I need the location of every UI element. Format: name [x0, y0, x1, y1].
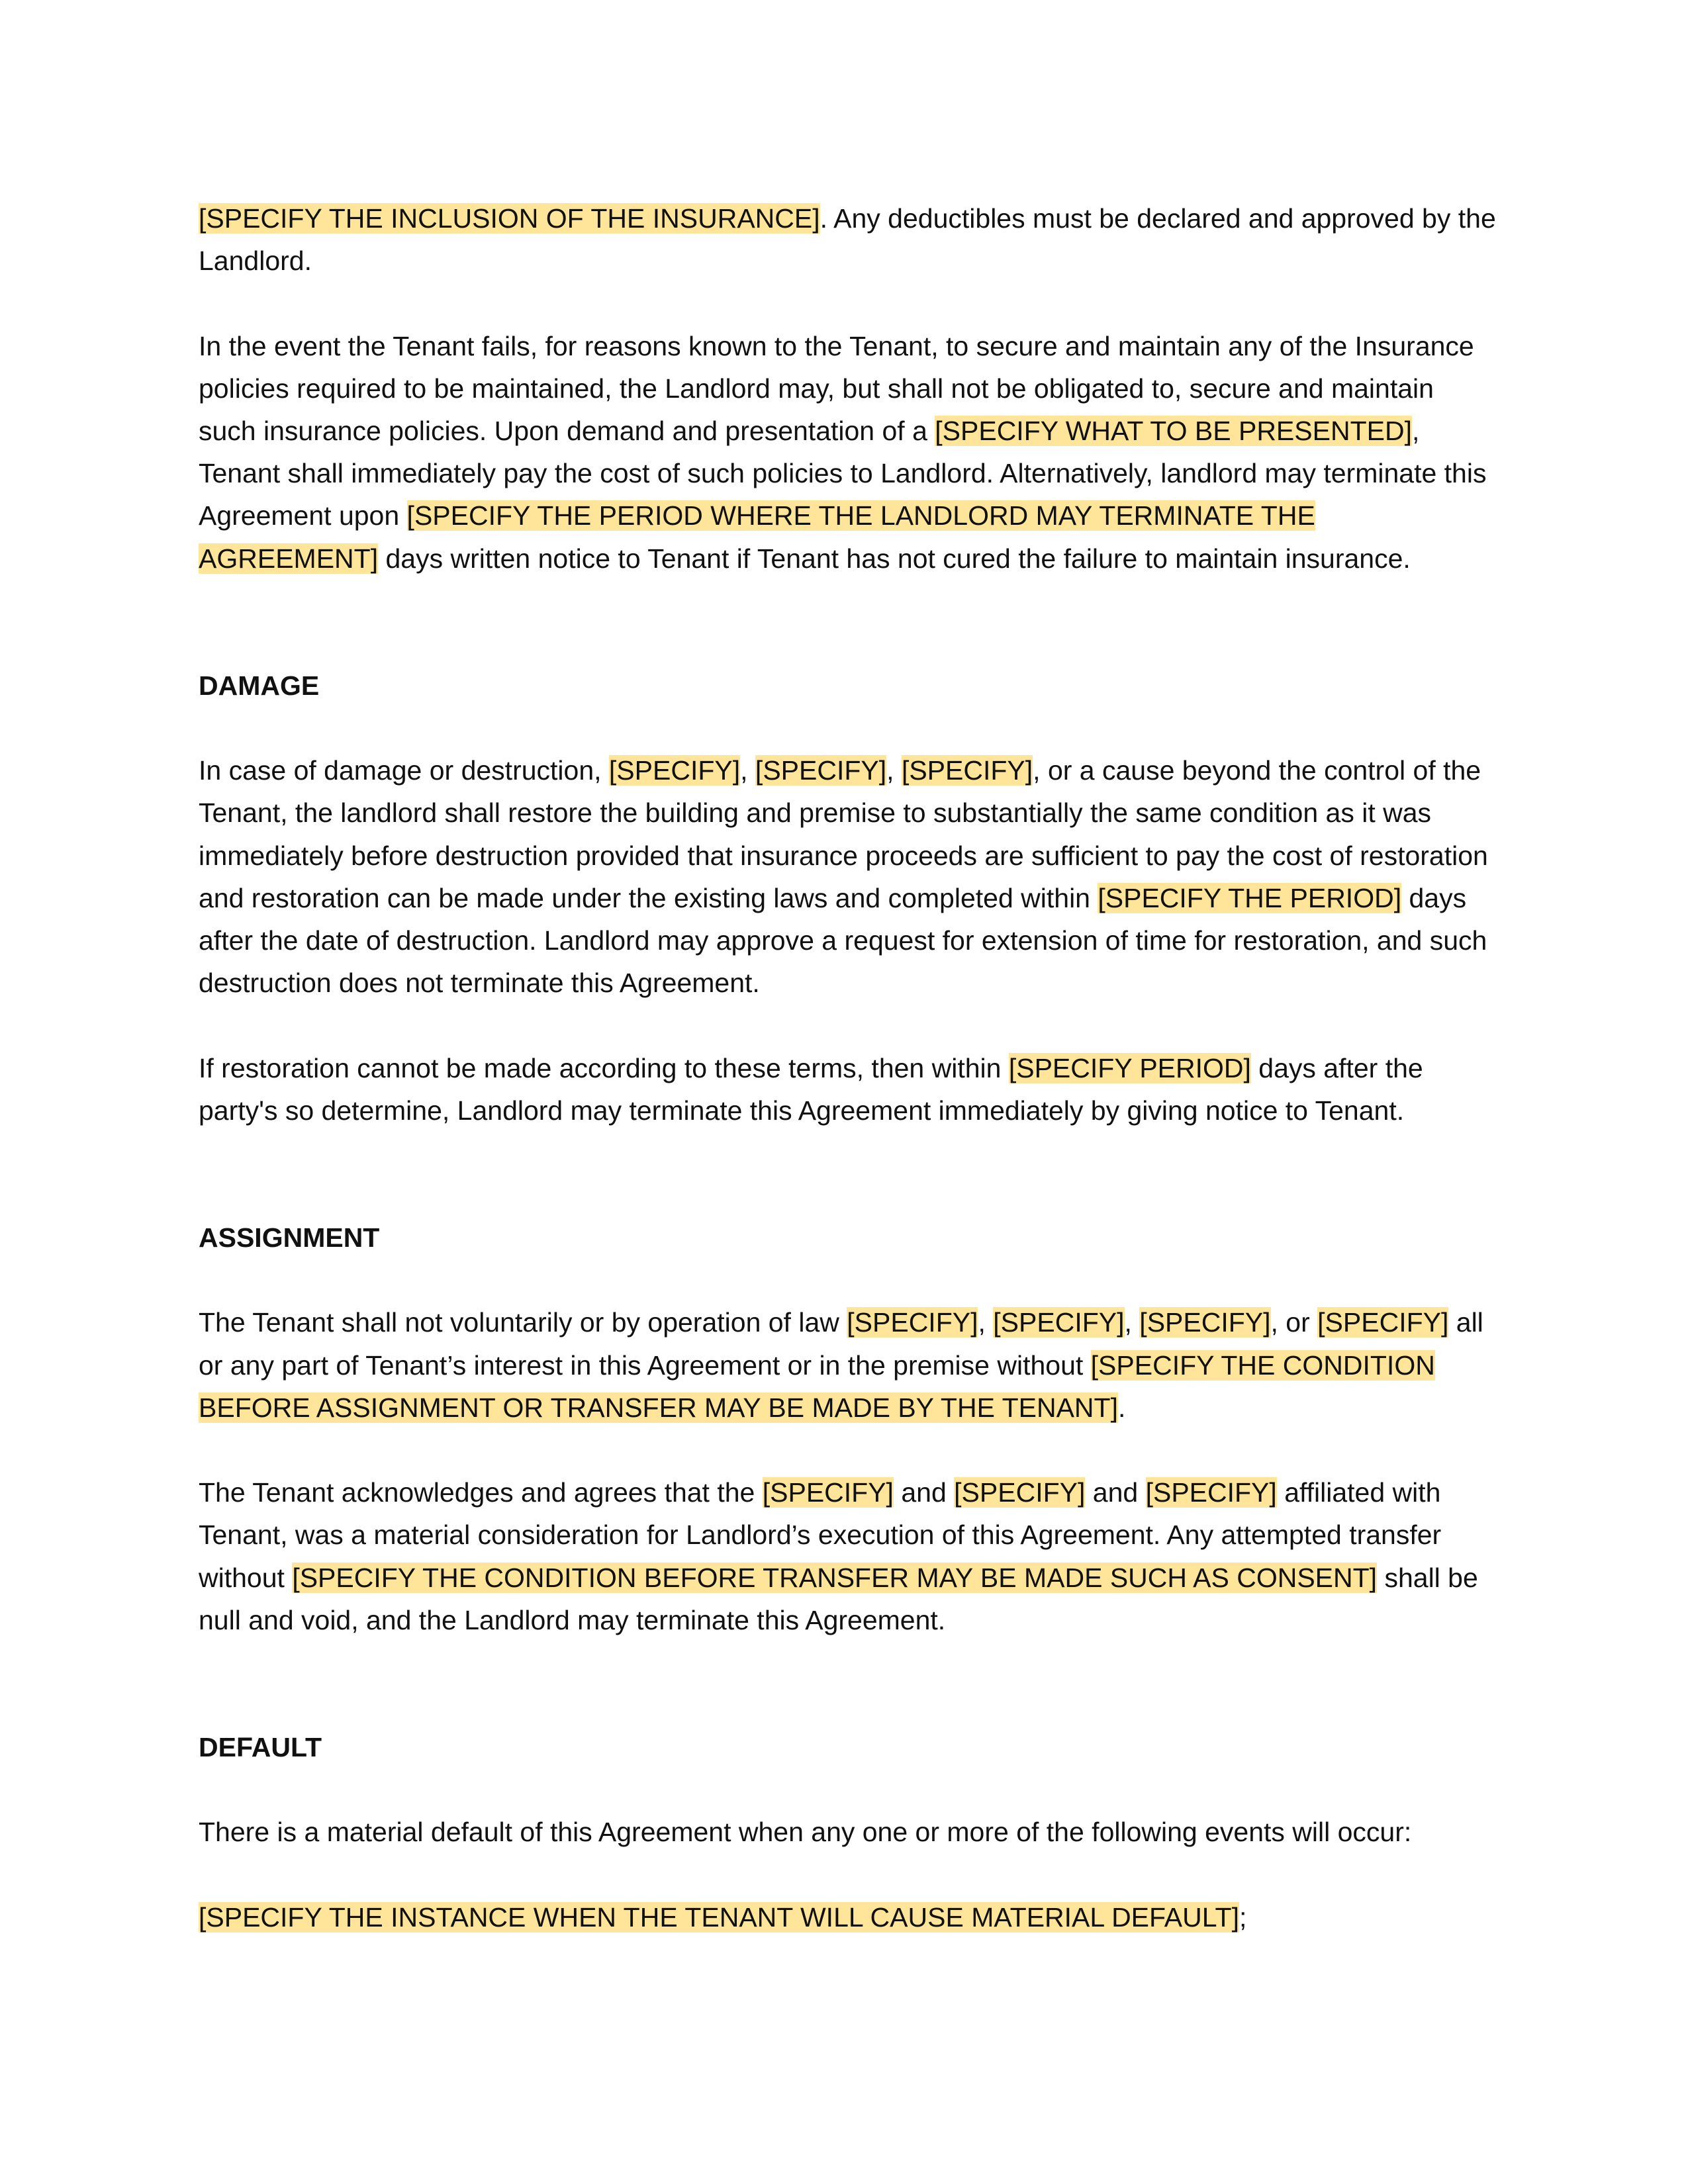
default-paragraph-2	[199, 1896, 1496, 1938]
document-body	[199, 197, 1496, 1938]
spacer	[199, 1132, 1496, 1216]
paragraph-text: ,	[740, 755, 755, 786]
paragraph-text: and	[893, 1477, 955, 1508]
placeholder-specify: [SPECIFY]	[954, 1477, 1086, 1508]
paragraph-text: all or any part of Tenant’s interest in this Agreement or in the premise without	[199, 1307, 1483, 1381]
placeholder-specify: [SPECIFY]	[1317, 1307, 1449, 1338]
section-heading-default: DEFAULT	[199, 1732, 322, 1763]
paragraph-text: and	[1085, 1477, 1146, 1508]
placeholder-specify: [SPECIFY]	[608, 755, 741, 786]
placeholder-specify: [SPECIFY]	[847, 1307, 978, 1338]
default-paragraph-1	[199, 1811, 1496, 1853]
placeholder-specify: [SPECIFY]	[762, 1477, 894, 1508]
damage-paragraph-2	[199, 1047, 1496, 1132]
damage-paragraph-1	[199, 749, 1496, 1004]
paragraph-text: , Tenant shall immediately pay the cost of such policies to Landlord. Alternatively, landlord may terminate this Agreement upon	[199, 416, 1487, 531]
placeholder-default-instance: [SPECIFY THE INSTANCE WHEN THE TENANT WILL CAUSE MATERIAL DEFAULT]	[199, 1901, 1239, 1933]
placeholder-termination-period: [SPECIFY THE PERIOD WHERE THE LANDLORD MAY TERMINATE THE AGREEMENT]	[199, 500, 1315, 574]
spacer	[199, 282, 1496, 324]
paragraph-text: The Tenant shall not voluntarily or by operation of law	[199, 1307, 847, 1338]
placeholder-specify: [SPECIFY]	[755, 755, 887, 786]
paragraph-text: days after the party's so determine, Landlord may terminate this Agreement immediately by giving notice to Tenant.	[199, 1052, 1423, 1126]
spacer	[199, 1854, 1496, 1896]
paragraph-text: .	[1117, 1392, 1126, 1423]
paragraph-text: days written notice to Tenant if Tenant has not cured the failure to maintain insurance.	[378, 543, 1411, 574]
section-heading-assignment: ASSIGNMENT	[199, 1222, 380, 1253]
paragraph-text: . Any deductibles must be declared and approved by the Landlord.	[199, 203, 1496, 277]
paragraph-text: shall be null and void, and the Landlord may terminate this Agreement.	[199, 1562, 1478, 1635]
assignment-paragraph-1	[199, 1301, 1496, 1429]
spacer	[199, 707, 1496, 749]
placeholder-specify: [SPECIFY]	[1145, 1477, 1277, 1508]
paragraph-text: ,	[886, 755, 902, 786]
placeholder-restoration-period: [SPECIFY THE PERIOD]	[1098, 882, 1402, 913]
placeholder-specify: [SPECIFY]	[993, 1307, 1125, 1338]
placeholder-transfer-condition: [SPECIFY THE CONDITION BEFORE TRANSFER MAY BE MADE SUCH AS CONSENT]	[292, 1562, 1378, 1593]
paragraph-text: The Tenant acknowledges and agrees that the	[199, 1477, 763, 1508]
spacer	[199, 580, 1496, 664]
paragraph-text: In the event the Tenant fails, for reasons known to the Tenant, to secure and maintain any of the Insurance policies required to be maintained, the Landlord may, but shall not be obligated to, secure and maintain such insurance policies. Upon demand and presentation of a	[199, 330, 1474, 446]
paragraph-text: , or a cause beyond the control of the Tenant, the landlord shall restore the building and premise to substantially the same condition as it was immediately before destruction provided that insurance proceeds are sufficient to pay the cost of restoration and restoration can be made under the existing laws and completed within	[199, 755, 1488, 913]
insurance-paragraph-2	[199, 325, 1496, 580]
paragraph-text: ,	[1124, 1307, 1140, 1338]
paragraph-text: ;	[1239, 1901, 1247, 1933]
placeholder-specify: [SPECIFY]	[901, 755, 1033, 786]
paragraph-text: If restoration cannot be made according to these terms, then within	[199, 1052, 1009, 1083]
placeholder-insurance-inclusion: [SPECIFY THE INCLUSION OF THE INSURANCE]	[199, 203, 820, 234]
paragraph-text: In case of damage or destruction,	[199, 755, 609, 786]
paragraph-text: , or	[1270, 1307, 1318, 1338]
insurance-paragraph-1	[199, 197, 1496, 282]
paragraph-text: ,	[978, 1307, 994, 1338]
spacer	[199, 1768, 1496, 1811]
spacer	[199, 1641, 1496, 1726]
spacer	[199, 1429, 1496, 1471]
section-heading-damage: DAMAGE	[199, 670, 320, 701]
paragraph-text: affiliated with Tenant, was a material consideration for Landlord’s execution of this Agreement. Any attempted transfer without	[199, 1477, 1442, 1593]
spacer	[199, 1004, 1496, 1046]
placeholder-assignment-condition: [SPECIFY THE CONDITION BEFORE ASSIGNMENT OR TRANSFER MAY BE MADE BY THE TENANT]	[199, 1349, 1435, 1423]
paragraph-text: days after the date of destruction. Landlord may approve a request for extension of time for restoration, and such destruction does not terminate this Agreement.	[199, 882, 1487, 999]
spacer	[199, 1259, 1496, 1301]
placeholder-what-to-present: [SPECIFY WHAT TO BE PRESENTED]	[935, 416, 1412, 446]
assignment-paragraph-2	[199, 1471, 1496, 1641]
paragraph-text: There is a material default of this Agreement when any one or more of the following events will occur:	[199, 1817, 1412, 1848]
placeholder-specify-period: [SPECIFY PERIOD]	[1008, 1052, 1251, 1083]
placeholder-specify: [SPECIFY]	[1139, 1307, 1271, 1338]
